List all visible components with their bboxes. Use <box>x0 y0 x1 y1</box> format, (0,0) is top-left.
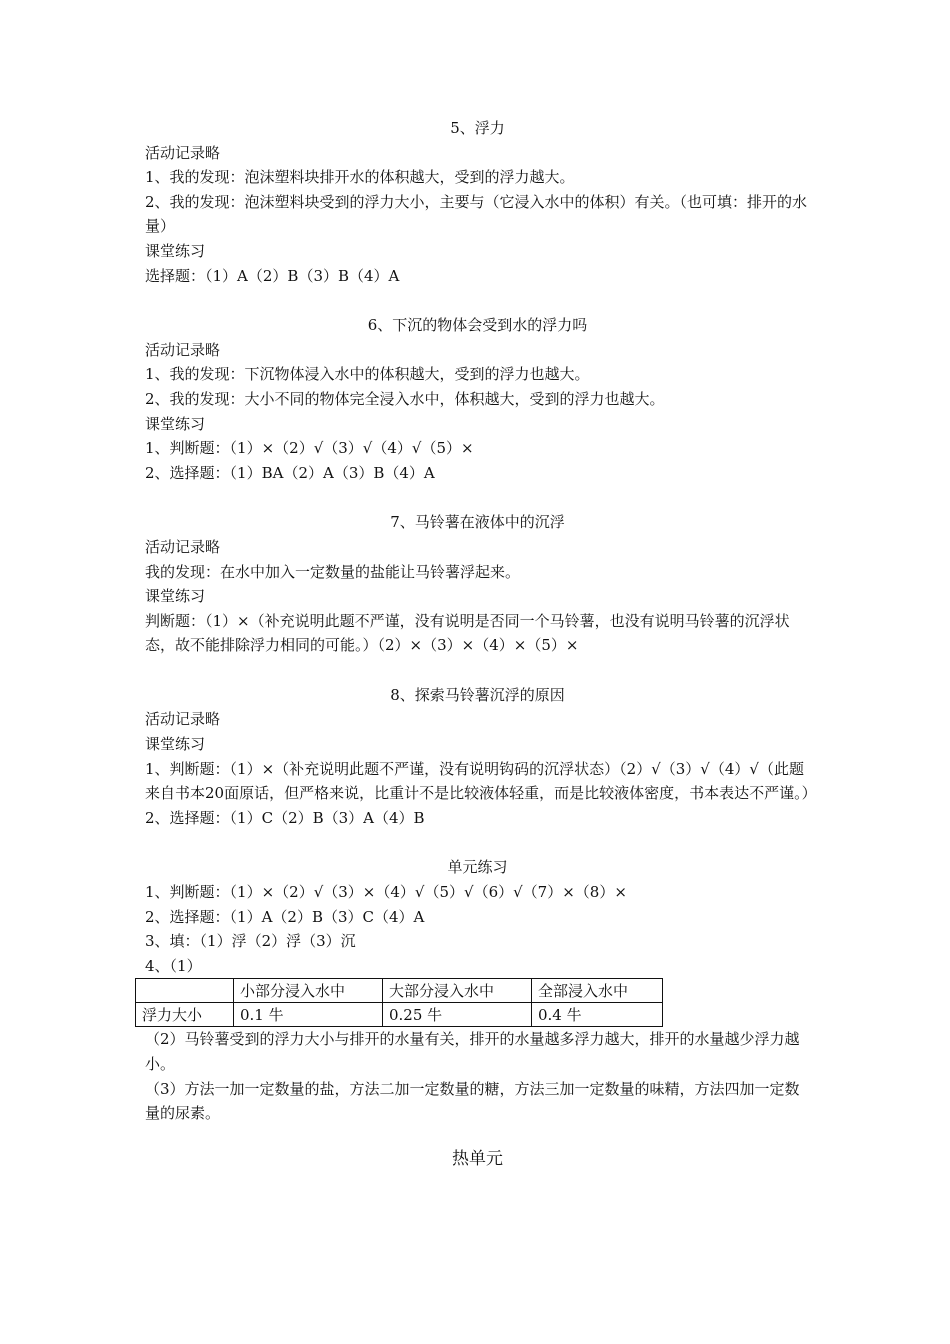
section-5-line-4: 课堂练习 <box>145 241 206 260</box>
unit-line-2: 2、选择题：（1）A（2）B（3）C（4）A <box>145 907 425 926</box>
section-6-line-1: 活动记录略 <box>145 340 221 359</box>
section-5-line-5: 选择题：（1）A（2）B（3）B（4）A <box>145 266 400 285</box>
spacer <box>145 658 810 683</box>
section-6-line-5: 1、判断题：（1）×（2）√（3）√（4）√（5）× <box>145 439 474 458</box>
table-header-cell: 全部浸入水中 <box>532 979 663 1003</box>
section-8-line-3: 1、判断题：（1）×（补充说明此题不严谨，没有说明钩码的沉浮状态）（2）√（3）√（4）√（此题来自书本20面原话，但严格来说，比重计不是比较液体轻重，而是比较液体密度，书本表达不严谨。） <box>145 759 817 803</box>
document-content <box>142 116 817 1169</box>
section-6-line-2: 1、我的发现：下沉物体浸入水中的体积越大，受到的浮力也越大。 <box>145 365 590 384</box>
section-8-line-4: 2、选择题：（1）C（2）B（3）A（4）B <box>145 808 425 827</box>
table-header-row <box>136 979 663 1003</box>
unit-line-5: （2）马铃薯受到的浮力大小与排开的水量有关，排开的水量越多浮力越大，排开的水量越少浮力越小。 <box>145 1030 800 1073</box>
section-5-line-1: 活动记录略 <box>145 143 221 162</box>
section-8-line-2: 课堂练习 <box>145 735 206 754</box>
table-header-cell: 小部分浸入水中 <box>234 979 383 1003</box>
section-7-line-3: 课堂练习 <box>145 587 206 606</box>
unit-line-6: （3）方法一加一定数量的盐，方法二加一定数量的糖，方法三加一定数量的味精，方法四加一定数量的尿素。 <box>145 1079 800 1123</box>
unit-line-1: 1、判断题：（1）×（2）√（3）×（4）√（5）√（6）√（7）×（8）× <box>145 883 627 902</box>
spacer <box>145 830 810 855</box>
section-6-title: 6、下沉的物体会受到水的浮力吗 <box>367 316 588 335</box>
section-7-line-2: 我的发现：在水中加入一定数量的盐能让马铃薯浮起来。 <box>145 562 521 581</box>
table-cell: 0.4 牛 <box>532 1003 663 1027</box>
section-5-title: 5、浮力 <box>450 119 505 137</box>
unit-line-4: 4、（1） <box>145 956 202 975</box>
section-5-line-2: 1、我的发现：泡沫塑料块排开水的体积越大，受到的浮力越大。 <box>145 168 575 187</box>
next-unit-title: 热单元 <box>452 1148 503 1169</box>
buoyancy-table <box>135 978 663 1027</box>
section-7-line-4: 判断题：（1）×（补充说明此题不严谨，没有说明是否同一个马铃薯，也没有说明马铃薯的沉浮状态，故不能排除浮力相同的可能。）（2）×（3）×（4）×（5）× <box>145 611 790 655</box>
section-8-line-1: 活动记录略 <box>145 710 221 729</box>
section-6-line-3: 2、我的发现：大小不同的物体完全浸入水中，体积越大，受到的浮力也越大。 <box>145 389 665 408</box>
table-cell: 浮力大小 <box>136 1003 234 1027</box>
unit-line-3: 3、填：（1）浮（2）浮（3）沉 <box>145 932 356 951</box>
table-header-cell: 大部分浸入水中 <box>383 979 532 1003</box>
section-8-title: 8、探索马铃薯沉浮的原因 <box>390 685 565 704</box>
section-6-line-4: 课堂练习 <box>145 414 206 433</box>
section-6-line-6: 2、选择题：（1）BA（2）A（3）B（4）A <box>145 463 435 482</box>
table-row <box>136 1003 663 1027</box>
spacer <box>145 485 810 510</box>
section-5-line-3: 2、我的发现：泡沫塑料块受到的浮力大小，主要与（它浸入水中的体积）有关。（也可填：排开的水量） <box>145 192 808 236</box>
section-7-line-1: 活动记录略 <box>145 537 221 556</box>
table-cell: 0.1 牛 <box>234 1003 383 1027</box>
spacer <box>145 288 810 313</box>
table-header-cell <box>136 979 234 1003</box>
unit-exercise-title: 单元练习 <box>447 858 508 877</box>
table-cell: 0.25 牛 <box>383 1003 532 1027</box>
section-7-title: 7、马铃薯在液体中的沉浮 <box>390 513 565 532</box>
